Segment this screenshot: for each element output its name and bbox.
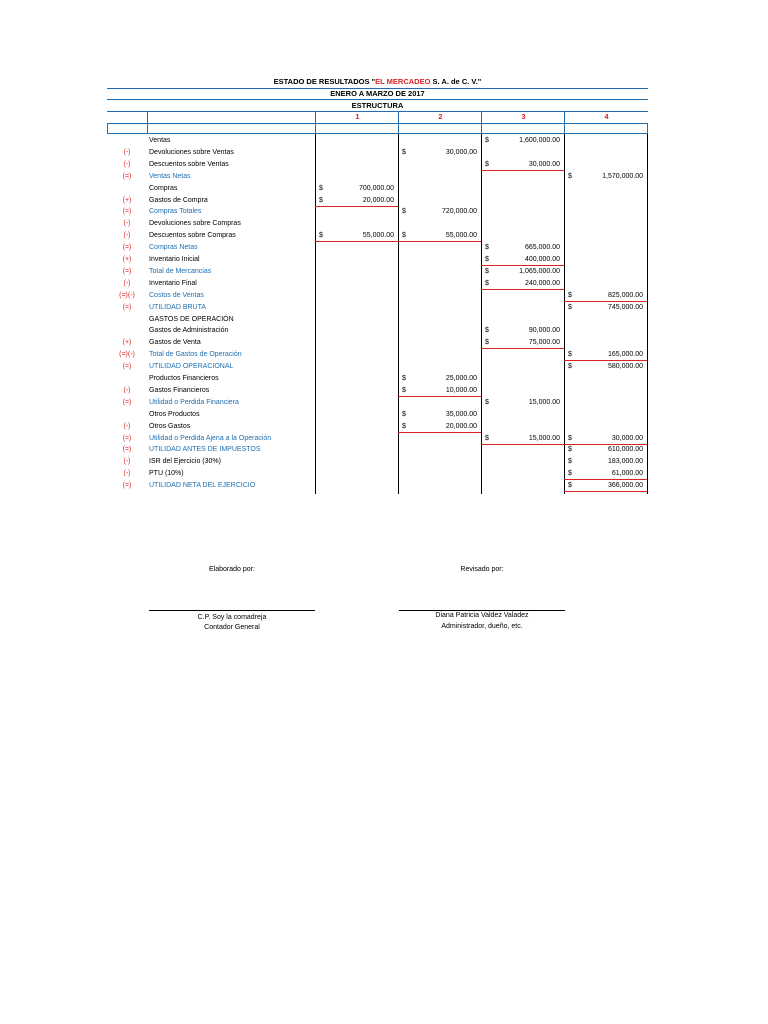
row-label: Descuentos sobre Compras	[149, 232, 236, 240]
currency-symbol: $	[319, 196, 323, 204]
row-label: PTU (10%)	[149, 470, 184, 478]
row-label: Total de Gastos de Operación	[149, 351, 242, 359]
amount-value: 10,000.00	[445, 386, 477, 394]
statement-row	[107, 230, 648, 242]
amount-cell-col-4	[565, 302, 646, 314]
statement-row	[107, 385, 648, 397]
amount-cell-col-2	[399, 409, 480, 421]
row-sign: (=)	[122, 267, 132, 275]
row-sign: (=)	[122, 208, 132, 216]
amount-value: 825,000.00	[607, 291, 643, 299]
statement-row	[107, 266, 648, 278]
amount-value: 35,000.00	[445, 410, 477, 418]
title-suffix: S. A. de C. V."	[430, 77, 482, 86]
statement-row	[107, 456, 648, 468]
row-label: Inventario Final	[149, 279, 197, 287]
amount-value: 30,000.00	[445, 148, 477, 156]
header-row-box	[107, 123, 648, 134]
statement-row	[107, 183, 648, 195]
row-label: UTILIDAD OPERACIONAL	[149, 363, 234, 371]
amount-value: 15,000.00	[528, 398, 560, 406]
currency-symbol: $	[402, 422, 406, 430]
currency-symbol: $	[485, 137, 489, 144]
company-name: EL MERCADEO	[375, 77, 431, 86]
amount-cell-col-3	[482, 325, 563, 337]
row-label: Devoluciones sobre Ventas	[149, 148, 234, 156]
row-label: UTILIDAD ANTES DE IMPUESTOS	[149, 446, 261, 454]
amount-cell-col-2	[399, 373, 480, 385]
currency-symbol: $	[568, 351, 572, 359]
amount-cell-col-4	[565, 456, 646, 468]
amount-value: 165,000.00	[607, 351, 643, 359]
row-label: Utilidad o Perdida Financiera	[149, 398, 239, 406]
row-sign: (-)	[123, 220, 131, 228]
column-separator	[315, 112, 316, 134]
row-sign: (-)	[123, 470, 131, 478]
amount-value: 55,000.00	[445, 232, 477, 240]
currency-symbol: $	[485, 160, 489, 168]
statement-row	[107, 361, 648, 373]
row-sign: (=)	[122, 482, 132, 490]
currency-symbol: $	[568, 172, 572, 180]
row-label: GASTOS DE OPERACIÓN	[149, 315, 234, 323]
row-label: Utilidad o Perdida Ajena a la Operación	[149, 434, 272, 442]
statement-row	[107, 218, 648, 230]
statement-row	[107, 373, 648, 385]
row-sign: (=)	[122, 244, 132, 252]
statement-row	[107, 159, 648, 171]
subtotal-underline	[564, 491, 647, 492]
currency-symbol: $	[568, 470, 572, 478]
column-separator	[481, 112, 482, 134]
row-label: Otros Productos	[149, 410, 200, 418]
amount-value: 1,570,000.00	[602, 172, 643, 180]
currency-symbol: $	[568, 482, 572, 490]
reviewed-by-label: Revisado por:	[460, 566, 504, 573]
statement-period: ENERO A MARZO DE 2017	[330, 89, 425, 98]
reviewed-by-name: Diana Patricia Valdez Valadez	[435, 612, 529, 619]
statement-row	[107, 206, 648, 218]
currency-symbol: $	[319, 232, 323, 240]
row-label: Gastos de Administración	[149, 327, 229, 335]
amount-value: 15,000.00	[528, 434, 560, 442]
currency-symbol: $	[485, 434, 489, 442]
amount-value: 1,065,000.00	[519, 267, 560, 275]
row-label: Compras Totales	[149, 208, 202, 216]
prepared-by-role: Contador General	[204, 624, 260, 631]
amount-cell-col-1	[316, 183, 397, 195]
row-sign: (+)	[122, 256, 132, 263]
statement-row	[107, 421, 648, 433]
currency-symbol: $	[485, 256, 489, 263]
row-sign: (+)	[122, 339, 132, 347]
amount-cell-col-4	[565, 444, 646, 456]
statement-row	[107, 444, 648, 456]
prepared-by-name: C.P. Soy la comadreja	[197, 614, 267, 621]
row-sign: (-)	[123, 232, 131, 240]
row-sign: (=)(-)	[119, 351, 135, 359]
amount-value: 665,000.00	[524, 244, 560, 252]
row-label: ISR del Ejercicio (30%)	[149, 458, 221, 466]
row-label: Devoluciones sobre Compras	[149, 220, 241, 228]
currency-symbol: $	[485, 339, 489, 347]
amount-value: 20,000.00	[445, 422, 477, 430]
amount-value: 720,000.00	[441, 208, 477, 216]
amount-cell-col-2	[399, 147, 480, 159]
row-label: Gastos de Compra	[149, 196, 208, 204]
row-sign: (=)	[122, 363, 132, 371]
amount-cell-col-4	[565, 361, 646, 373]
row-label: UTILIDAD NETA DEL EJERCICIO	[149, 482, 256, 490]
title-prefix: ESTADO DE RESULTADOS "	[273, 77, 376, 86]
amount-value: 183,000.00	[607, 458, 643, 466]
amount-value: 30,000.00	[528, 160, 560, 168]
amount-value: 55,000.00	[362, 232, 394, 240]
row-label: Descuentos sobre Ventas	[149, 160, 229, 168]
row-label: Gastos de Venta	[149, 339, 201, 347]
statement-row	[107, 433, 648, 445]
currency-symbol: $	[402, 386, 406, 394]
row-sign: (-)	[123, 160, 131, 168]
amount-cell-col-4	[565, 171, 646, 183]
statement-row	[107, 337, 648, 349]
structure-label: ESTRUCTURA	[351, 101, 404, 110]
prepared-signature-line	[149, 610, 315, 611]
currency-symbol: $	[485, 244, 489, 252]
amount-value: 90,000.00	[528, 327, 560, 335]
currency-symbol: $	[485, 279, 489, 287]
row-label: Compras Netas	[149, 244, 198, 252]
currency-symbol: $	[568, 446, 572, 454]
column-number-1: 1	[355, 112, 360, 121]
amount-cell-col-3	[482, 135, 563, 147]
amount-value: 1,600,000.00	[519, 137, 560, 144]
row-sign: (=)	[122, 398, 132, 406]
column-number-2: 2	[438, 112, 443, 121]
row-sign: (-)	[123, 458, 131, 466]
statement-row	[107, 302, 648, 314]
amount-value: 25,000.00	[445, 375, 477, 382]
row-sign: (-)	[123, 279, 131, 287]
row-label: Ventas Netas	[149, 172, 191, 180]
row-sign: (=)	[122, 434, 132, 442]
row-sign: (+)	[122, 196, 132, 204]
currency-symbol: $	[402, 148, 406, 156]
statement-row	[107, 314, 648, 326]
row-label: Otros Gastos	[149, 422, 191, 430]
currency-symbol: $	[568, 303, 572, 311]
currency-symbol: $	[568, 291, 572, 299]
row-label: Total de Mercancias	[149, 267, 212, 275]
amount-value: 400,000.00	[524, 256, 560, 263]
prepared-by-label: Elaborado por:	[209, 566, 255, 573]
column-number-4: 4	[604, 112, 609, 121]
statement-row	[107, 147, 648, 159]
row-sign: (=)(-)	[119, 291, 135, 299]
amount-cell-col-2	[399, 206, 480, 218]
row-label: Compras	[149, 184, 178, 192]
statement-row	[107, 468, 648, 480]
row-sign: (-)	[123, 148, 131, 156]
statement-row	[107, 171, 648, 183]
statement-title	[107, 76, 648, 87]
amount-value: 580,000.00	[607, 363, 643, 371]
currency-symbol: $	[568, 363, 572, 371]
statement-row	[107, 480, 648, 492]
row-sign: (=)	[122, 172, 132, 180]
currency-symbol: $	[402, 410, 406, 418]
statement-row	[107, 195, 648, 207]
row-label: UTILIDAD BRUTA	[149, 303, 207, 311]
amount-value: 75,000.00	[528, 339, 560, 347]
statement-row	[107, 397, 648, 409]
currency-symbol: $	[319, 184, 323, 192]
amount-value: 610,000.00	[607, 446, 643, 454]
row-label: Productos Financieros	[149, 375, 219, 382]
amount-value: 366,000.00	[607, 482, 643, 490]
amount-value: 30,000.00	[611, 434, 643, 442]
amount-value: 20,000.00	[362, 196, 394, 204]
amount-value: 61,000.00	[611, 470, 643, 478]
currency-symbol: $	[568, 458, 572, 466]
statement-row	[107, 409, 648, 421]
currency-symbol: $	[568, 434, 572, 442]
amount-value: 240,000.00	[524, 279, 560, 287]
statement-row	[107, 135, 648, 147]
currency-symbol: $	[402, 208, 406, 216]
statement-row	[107, 349, 648, 361]
row-label: Ventas	[149, 137, 171, 144]
column-separator	[147, 112, 148, 134]
row-sign: (=)	[122, 446, 132, 454]
statement-row	[107, 325, 648, 337]
currency-symbol: $	[402, 375, 406, 382]
currency-symbol: $	[402, 232, 406, 240]
column-number-3: 3	[521, 112, 526, 121]
statement-row	[107, 254, 648, 266]
currency-symbol: $	[485, 267, 489, 275]
amount-value: 745,000.00	[607, 303, 643, 311]
row-sign: (-)	[123, 386, 131, 394]
amount-cell-col-3	[482, 397, 563, 409]
statement-row	[107, 242, 648, 254]
currency-symbol: $	[485, 327, 489, 335]
column-separator	[564, 112, 565, 134]
statement-row	[107, 278, 648, 290]
amount-cell-col-3	[482, 266, 563, 278]
row-label: Gastos Financieros	[149, 386, 210, 394]
reviewed-by-role: Administrador, dueño, etc.	[441, 623, 523, 630]
row-label: Inventario Inicial	[149, 256, 200, 263]
currency-symbol: $	[485, 398, 489, 406]
column-separator	[398, 112, 399, 134]
row-sign: (=)	[122, 303, 132, 311]
amount-cell-col-3	[482, 242, 563, 254]
amount-value: 700,000.00	[358, 184, 394, 192]
statement-row	[107, 290, 648, 302]
row-label: Costos de Ventas	[149, 291, 204, 299]
row-sign: (-)	[123, 422, 131, 430]
